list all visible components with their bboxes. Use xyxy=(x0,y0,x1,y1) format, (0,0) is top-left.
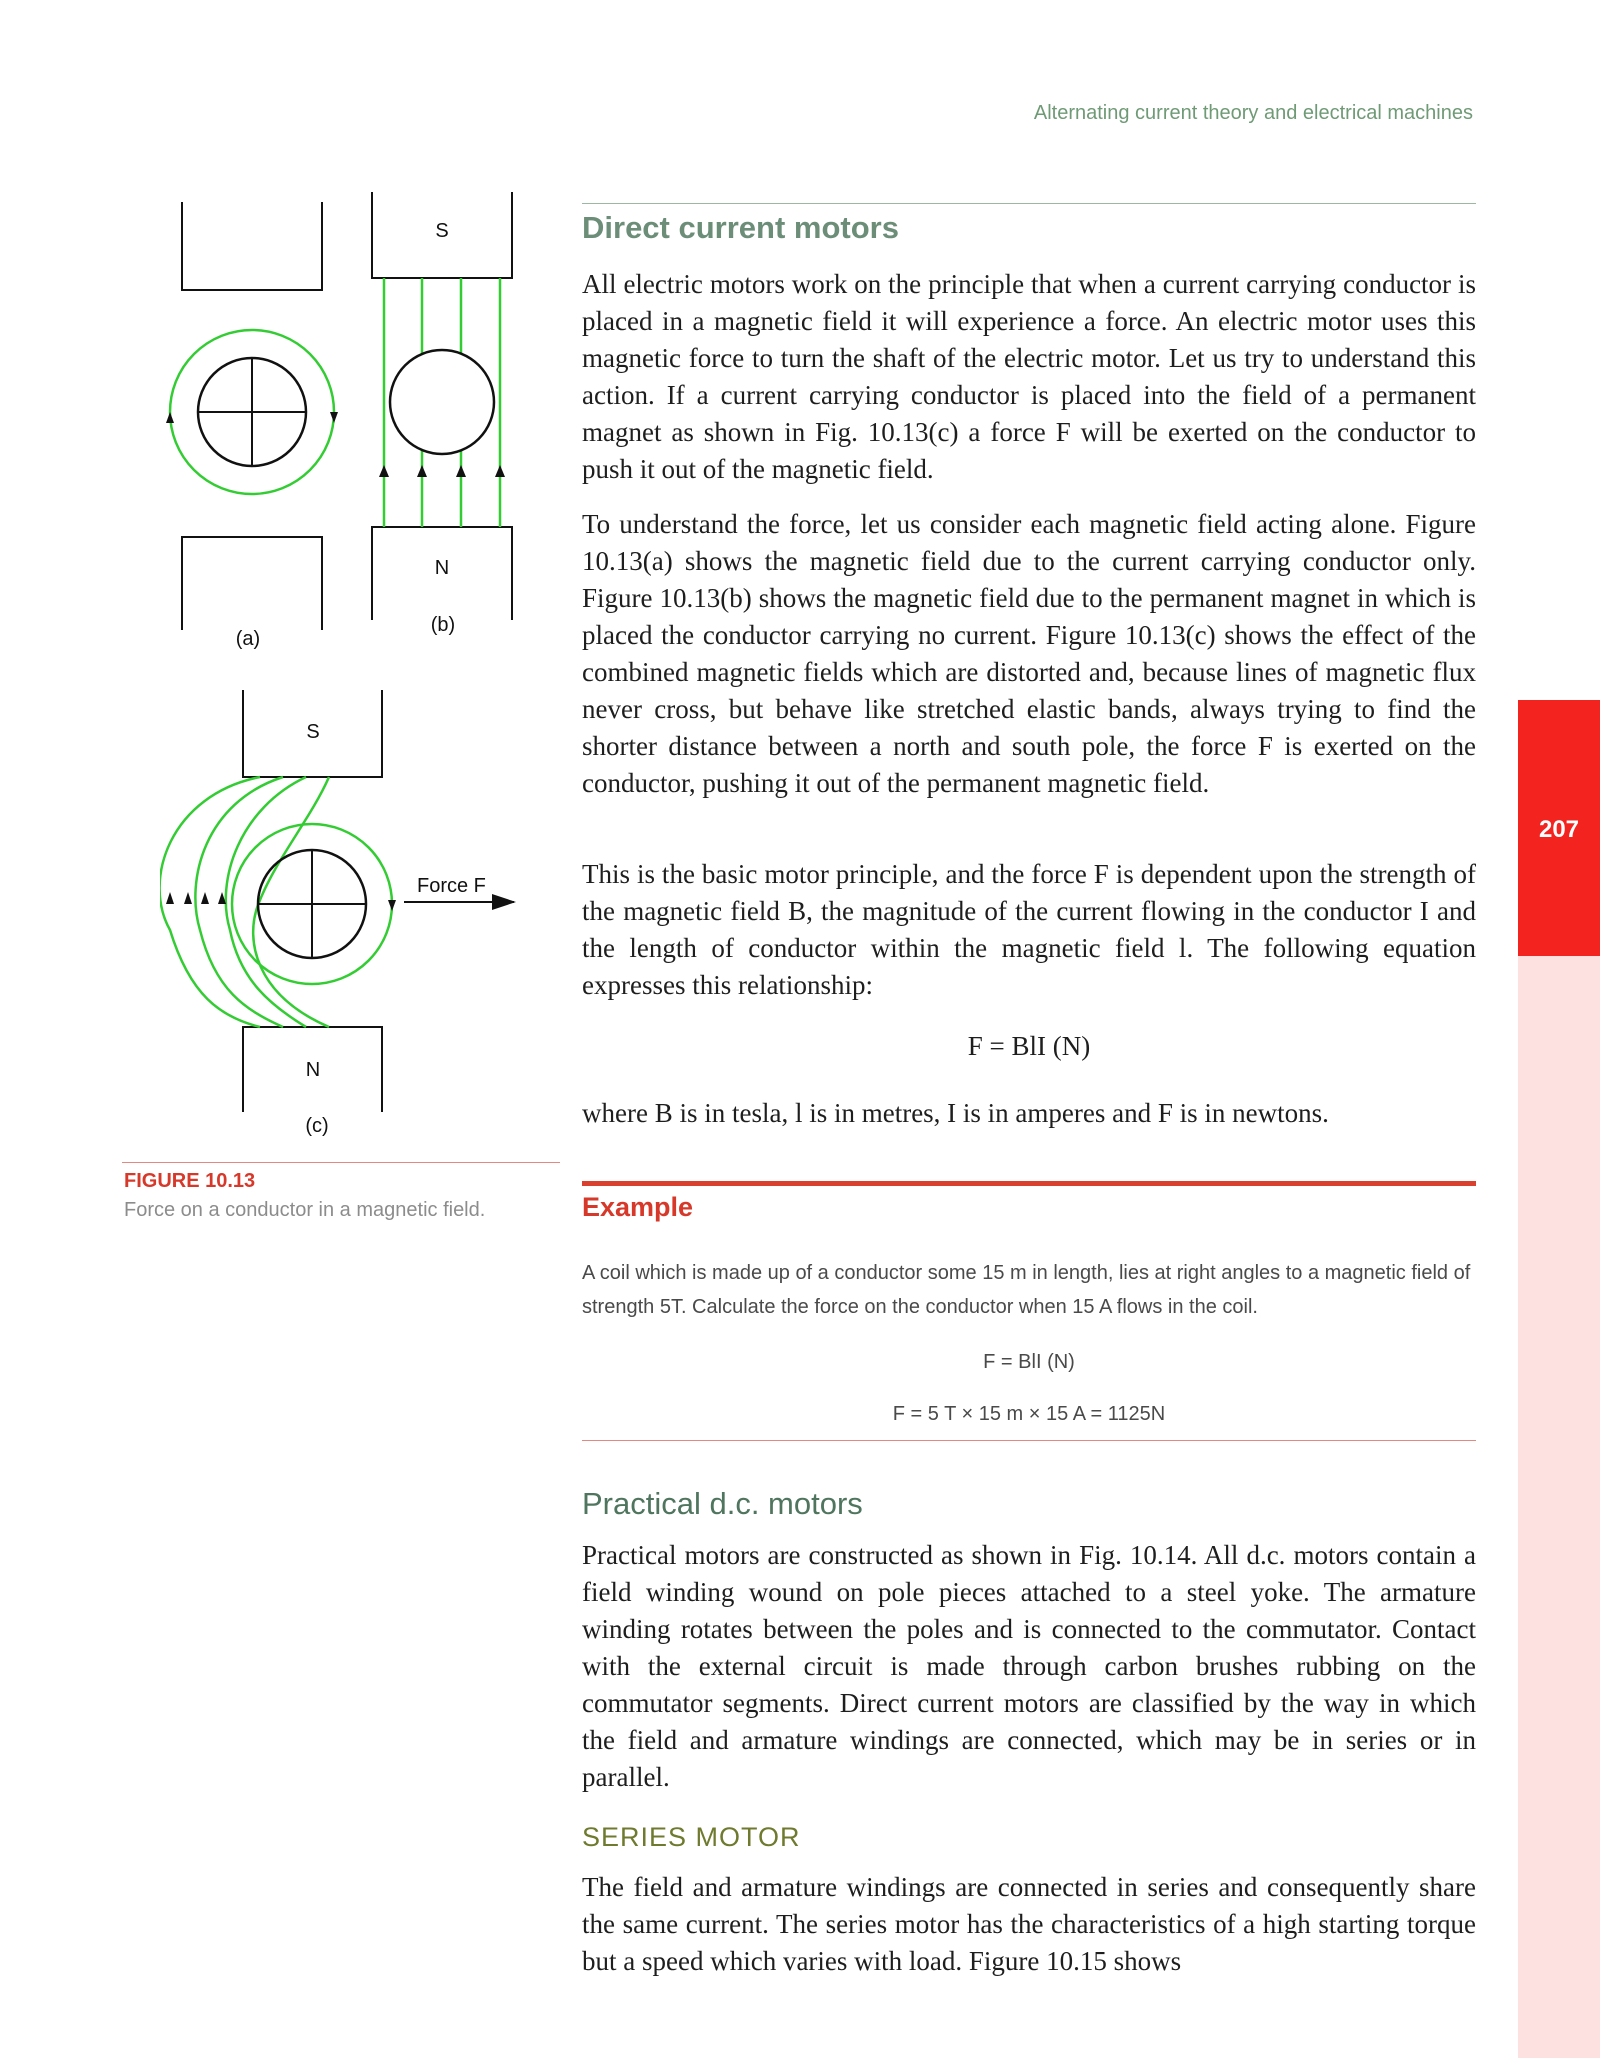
top-rule xyxy=(582,203,1476,204)
example-equation-2: F = 5 T × 15 m × 15 A = 1125N xyxy=(892,1403,1166,1425)
panel-a-diagram xyxy=(166,202,338,630)
paragraph-3: This is the basic motor principle, and the force F is dependent upon the strength of the magnetic field B, the magnitude of the current flowing in the conductor I and the length of conductor within the magnetic field l. The following equation expresses this relationship: xyxy=(582,859,1476,1000)
paragraph-4: where B is in tesla, l is in metres, I is in amperes and F is in newtons. xyxy=(582,1098,1329,1128)
example-text: A coil which is made up of a conductor some 15 m in length, lies at right angles to a magnetic field of strength 5T. Calculate the force on the conductor when 15 A flows in the coil. xyxy=(582,1262,1471,1318)
series-motor-heading: SERIES MOTOR xyxy=(582,1822,801,1852)
figure-label: FIGURE 10.13 xyxy=(124,1170,256,1192)
panel-b-diagram xyxy=(372,192,512,620)
figure-caption: Force on a conductor in a magnetic field. xyxy=(124,1199,486,1221)
series-motor-paragraph: The field and armature windings are connected in series and consequently share the same current. The series motor has the characteristics of a high starting torque but a speed which varies with load. Figure 10.15 shows xyxy=(582,1872,1476,1976)
panel-c-north-label: N xyxy=(305,1059,321,1081)
example-heading: Example xyxy=(582,1192,694,1222)
practical-heading: Practical d.c. motors xyxy=(582,1486,863,1521)
figure-rule xyxy=(122,1162,560,1163)
panel-c-south-label: S xyxy=(306,721,320,743)
force-label: Force F xyxy=(417,875,486,897)
section-heading: Direct current motors xyxy=(582,210,899,245)
panel-a-label: (a) xyxy=(235,628,261,650)
force-equation: F = BlI (N) xyxy=(967,1031,1091,1061)
panel-c-label: (c) xyxy=(305,1115,329,1137)
panel-c-diagram xyxy=(160,690,514,1112)
panel-b-north-label: N xyxy=(434,557,450,579)
figure-10-13-diagram xyxy=(160,180,530,1140)
example-bottom-rule xyxy=(582,1440,1476,1441)
page-number: 207 xyxy=(1538,816,1580,843)
panel-b-south-label: S xyxy=(435,220,449,242)
example-top-rule xyxy=(582,1181,1476,1186)
running-head: Alternating current theory and electrical machines xyxy=(1033,102,1473,124)
paragraph-2: To understand the force, let us consider each magnetic field acting alone. Figure 10.13(a) shows the magnetic field due to the current carrying conductor only. Figure 10.13(b) shows the magnetic field due to the permanent magnet in which is placed the conductor carrying no current. Figure 10.13(c) shows the effect of the combined magnetic fields which are distorted and, because lines of magnetic flux never cross, but behave like stretched elastic bands, always trying to find the shorter distance between a north and south pole, the force F is exerted on the conductor, pushing it out of the permanent magnetic field. xyxy=(582,509,1476,798)
panel-b-label: (b) xyxy=(430,614,456,636)
practical-paragraph: Practical motors are constructed as shown in Fig. 10.14. All d.c. motors contain a field winding wound on pole pieces attached to a steel yoke. The armature winding rotates between the poles and is connected to the commutator. Contact with the external circuit is made through carbon brushes rubbing on the commutator segments. Direct current motors are classified by the way in which the field and armature windings are connected, which may be in series or in parallel. xyxy=(582,1540,1476,1792)
paragraph-1: All electric motors work on the principle that when a current carrying conductor is placed in a magnetic field it will experience a force. An electric motor uses this magnetic force to turn the shaft of the electric motor. Let us try to understand this action. If a current carrying conductor is placed into the field of a permanent magnet as shown in Fig. 10.13(c) a force F will be exerted on the conductor to push it out of the magnetic field. xyxy=(582,269,1476,484)
example-equation-1: F = BlI (N) xyxy=(983,1351,1075,1373)
